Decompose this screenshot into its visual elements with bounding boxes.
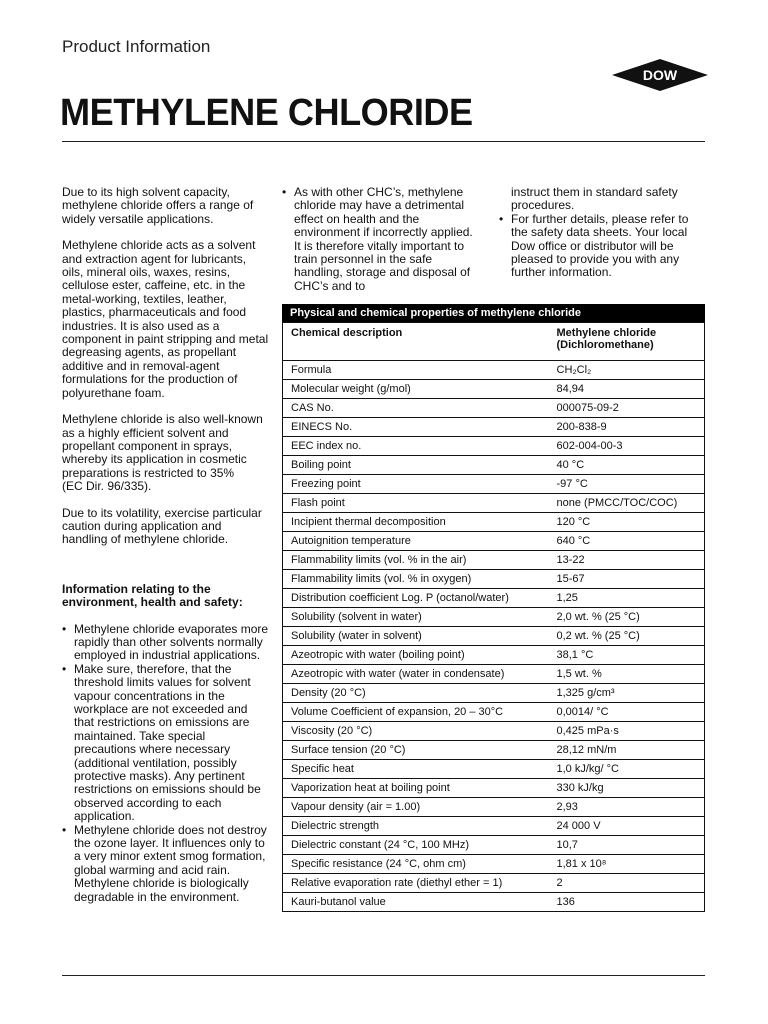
table-row [283,551,705,570]
table-header-cell: Chemical description [283,323,549,361]
table-row [283,513,705,532]
table-row [283,703,705,722]
table-header-cell: Methylene chloride (Dichloromethane) [549,323,705,361]
table-row [283,665,705,684]
table-row [283,646,705,665]
intro-paragraph: Due to its high solvent capacity, methylene chloride offers a range of widely versatile applications. [62,185,254,226]
property-value-cell: 120 °C [549,513,705,532]
property-value-cell: 15-67 [549,570,705,589]
directive-paragraph: (EC Dir. 96/335). [62,479,152,494]
property-value-cell: 2 [549,874,705,893]
middle-column [282,186,482,293]
table-row [283,361,705,380]
ehs-bullet: • Make sure, therefore, that the threshold limits values for solvent vapour concentrations in the workplace are not exceeded and that restrictions on emissions are maintained. Take special precautions where necessary (additional ventilation, possibly protective masks). Any pertinent restrictions on emissions should be observed according to each application. [62,663,270,824]
table-row [283,437,705,456]
title-divider [62,141,705,142]
table-row [283,589,705,608]
property-value-cell: 13-22 [549,551,705,570]
table-row [283,494,705,513]
table-row [283,627,705,646]
table-row [283,760,705,779]
property-name-cell: Flammability limits (vol. % in oxygen) [283,570,549,589]
property-name-cell: Formula [283,361,549,380]
property-value-cell: 1,81 x 10⁸ [549,855,705,874]
footer-divider [62,975,705,976]
dow-logo-text: DOW [642,67,678,83]
property-name-cell: Vaporization heat at boiling point [283,779,549,798]
ehs-bullet-list [62,623,270,905]
property-value-cell: 136 [556,896,575,908]
property-value-cell: 0,425 mPa·s [549,722,705,741]
property-name-cell: Volume Coefficient of expansion, 20 – 30°C [283,703,549,722]
property-name-cell: EEC index no. [283,437,549,456]
table-row [283,684,705,703]
property-name-cell: Density (20 °C) [283,684,549,703]
dow-logo [612,58,708,92]
property-name-cell: Freezing point [283,475,549,494]
page-title: METHYLENE CHLORIDE [60,92,473,134]
property-value-cell: -97 °C [549,475,705,494]
table-row [283,836,705,855]
property-name-cell: Molecular weight (g/mol) [283,380,549,399]
table-row [283,722,705,741]
table-row [283,855,705,874]
table-row [283,798,705,817]
table-row [283,532,705,551]
property-value-cell: 0,2 wt. % (25 °C) [549,627,705,646]
property-name-cell: Specific resistance (24 °C, ohm cm) [283,855,549,874]
property-value-cell: 602-004-00-3 [549,437,705,456]
property-value-cell: none (PMCC/TOC/COC) [549,494,705,513]
property-value-cell: 000075-09-2 [549,399,705,418]
property-name-cell: Azeotropic with water (water in condensate) [283,665,549,684]
property-name-cell: Solubility (water in solvent) [283,627,549,646]
property-value-cell: 330 kJ/kg [549,779,705,798]
applications-paragraph: Methylene chloride acts as a solvent and extraction agent for lubricants, oils, mineral oils, waxes, resins, cellulose ester, caffeine, etc. in the metal-working, textiles, leather, plastics, pharmaceuticals and food industries. It is also used as a component in paint stripping and metal degreasing agents, as propellant additive and in removal-agent formulations for the production of polyurethane foam. [62,238,269,400]
table-row [283,893,705,912]
property-name-cell: Distribution coefficient Log. P (octanol/water) [283,589,549,608]
chc-bullet: • As with other CHC’s, methylene chloride may have a detrimental effect on health and the environment if incorrectly applied. It is therefore vitally important to train personnel in the safe handling, storage and disposal of CHC’s and to [282,186,482,293]
property-name-cell: Flash point [283,494,549,513]
property-value-cell: 28,12 mN/m [549,741,705,760]
property-name-cell: Kauri-butanol value [291,896,386,908]
table-row [283,741,705,760]
property-name-cell: Relative evaporation rate (diethyl ether = 1) [283,874,549,893]
property-name-cell: Dielectric strength [283,817,549,836]
property-value-cell: 1,325 g/cm³ [549,684,705,703]
property-value-cell: 2,93 [549,798,705,817]
table-row [283,608,705,627]
property-value-cell: 10,7 [549,836,705,855]
table-caption: Physical and chemical properties of methylene chloride [282,304,705,322]
table-row [283,380,705,399]
property-name-cell: Vapour density (air = 1.00) [283,798,549,817]
ehs-bullet: • Methylene chloride evaporates more rapidly than other solvents normally employed in industrial applications. [62,623,270,663]
left-column [62,186,270,904]
ehs-heading: Information relating to the environment, health and safety: [62,581,243,610]
spray-paragraph: Methylene chloride is also well-known as a highly efficient solvent and propellant component in sprays, whereby its application in cosmetic preparations is restricted to 35% [62,412,263,480]
property-name-cell: EINECS No. [283,418,549,437]
table-row [283,456,705,475]
table-row [283,874,705,893]
property-name-cell: Flammability limits (vol. % in the air) [283,551,549,570]
property-name-cell: Autoignition temperature [283,532,549,551]
table-row [283,399,705,418]
property-name-cell: Azeotropic with water (boiling point) [283,646,549,665]
property-value-cell: 1,25 [549,589,705,608]
property-value-cell: 84,94 [549,380,705,399]
property-value-cell: 40 °C [549,456,705,475]
volatility-paragraph: Due to its volatility, exercise particular caution during application and handling of methylene chloride. [62,505,262,547]
property-value-cell: 2,0 wt. % (25 °C) [549,608,705,627]
property-value-cell: 24 000 V [549,817,705,836]
table-row [283,779,705,798]
property-value-cell: CH₂Cl₂ [549,361,705,380]
property-value-cell: 1,0 kJ/kg/ °C [549,760,705,779]
property-value-cell: 1,5 wt. % [549,665,705,684]
property-name-cell: Specific heat [283,760,549,779]
table-row [283,475,705,494]
property-value-cell: 200-838-9 [549,418,705,437]
property-name-cell: Viscosity (20 °C) [283,722,549,741]
property-name-cell: Dielectric constant (24 °C, 100 MHz) [283,836,549,855]
property-name-cell: Solubility (solvent in water) [283,608,549,627]
table-row [283,570,705,589]
safety-sheet-bullet: • For further details, please refer to the safety data sheets. Your local Dow office or distributor will be pleased to provide you with any further information. [499,213,705,280]
property-name-cell: Boiling point [283,456,549,475]
table-header-row [283,323,705,361]
continuation-text: instruct them in standard safety procedures. [511,185,678,213]
property-name-cell: CAS No. [283,399,549,418]
properties-table [282,304,705,912]
property-value-cell: 38,1 °C [549,646,705,665]
table-body [283,361,705,912]
ehs-bullet: • Methylene chloride does not destroy the ozone layer. It influences only to a very minor extent smog formation, global warming and acid rain. Methylene chloride is biologically degradable in the environment. [62,824,270,904]
table-row [283,418,705,437]
property-value-cell: 0,0014/ °C [549,703,705,722]
property-name-cell: Surface tension (20 °C) [283,741,549,760]
property-name-cell: Incipient thermal decomposition [283,513,549,532]
right-column [499,186,705,280]
table-row [283,817,705,836]
header-label: Product Information [62,37,211,56]
property-value-cell: 640 °C [549,532,705,551]
